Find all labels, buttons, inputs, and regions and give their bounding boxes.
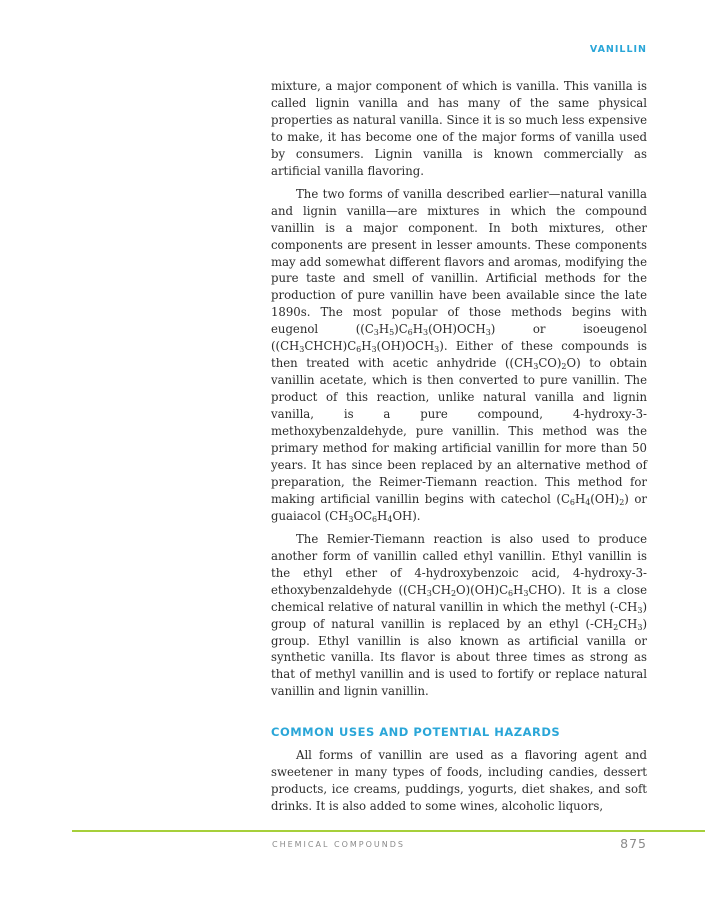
page-number: 875 — [620, 836, 647, 851]
running-head: VANILLIN — [589, 44, 647, 55]
paragraph-1: mixture, a major component of which is vanilla. This vanilla is called lignin vanilla and has many of the same physical properties as natural vanilla. Since it is so much less expensive to make, it has become one of the major forms of vanilla used by consumers. Lignin vanilla is known commercially as artificial vanilla flavoring. — [271, 79, 647, 178]
footer-rule — [72, 830, 705, 832]
paragraph-3: The Remier-Tiemann reaction is also used to produce another form of vanillin called ethyl vanillin. Ethyl vanillin is the ethyl ether of 4-hydroxybenzoic acid, 4-hydroxy-3-ethoxybenzaldehyde $((CH_3CH_2O)(OH)C_6H_3CHO)$. It is a close chemical relative of natural vanillin in which the methyl $(-CH_3)$ group of natural vanillin is replaced by an ethyl $(-CH_2CH_3)$ group. Ethyl vanillin is also known as artificial vanilla or synthetic vanilla. Its flavor is about three times as strong as that of methyl vanillin and is used to fortify or replace natural vanillin and lignin vanillin. — [271, 531, 648, 699]
footer-book-title: CHEMICAL COMPOUNDS — [272, 840, 405, 849]
section-heading: COMMON USES AND POTENTIAL HAZARDS — [271, 725, 561, 740]
section-paragraph: All forms of vanillin are used as a flavoring agent and sweetener in many types of foods, including candies, dessert products, ice creams, puddings, yogurts, diet shakes, and soft drinks. It is also added to some wines, alcoholic liquors, — [271, 748, 647, 814]
article-body — [271, 78, 647, 815]
paragraph-2: The two forms of vanilla described earlier—natural vanilla and lignin vanilla—are mixtures in which the compound vanillin is a major component. In both mixtures, other components are present in lesser amounts. These components may add somewhat different flavors and aromas, modifying the pure taste and smell of vanillin. Artificial methods for the production of pure vanillin have been available since the late 1890s. The most popular of those methods begins with eugenol $((C_3H_5)C_6H_3(OH)OCH_3)$ or isoeugenol $((CH_3CHCH)C_6H_3(OH)OCH_3)$. Either of these compounds is then treated with acetic anhydride $((CH_3CO)_2O)$ to obtain vanillin acetate, which is then converted to pure vanillin. The product of this reaction, unlike natural vanilla and lignin vanilla, is a pure compound, 4-hydroxy-3-methoxybenzaldehyde, pure vanillin. This method was the primary method for making artificial vanillin for more than 50 years. It has since been replaced by an alternative method of preparation, the Reimer-Tiemann reaction. This method for making artificial vanillin begins with catechol $(C_6H_4(OH)_2)$ or guaiacol $(CH_3OC_6H_4OH)$. — [271, 186, 647, 524]
